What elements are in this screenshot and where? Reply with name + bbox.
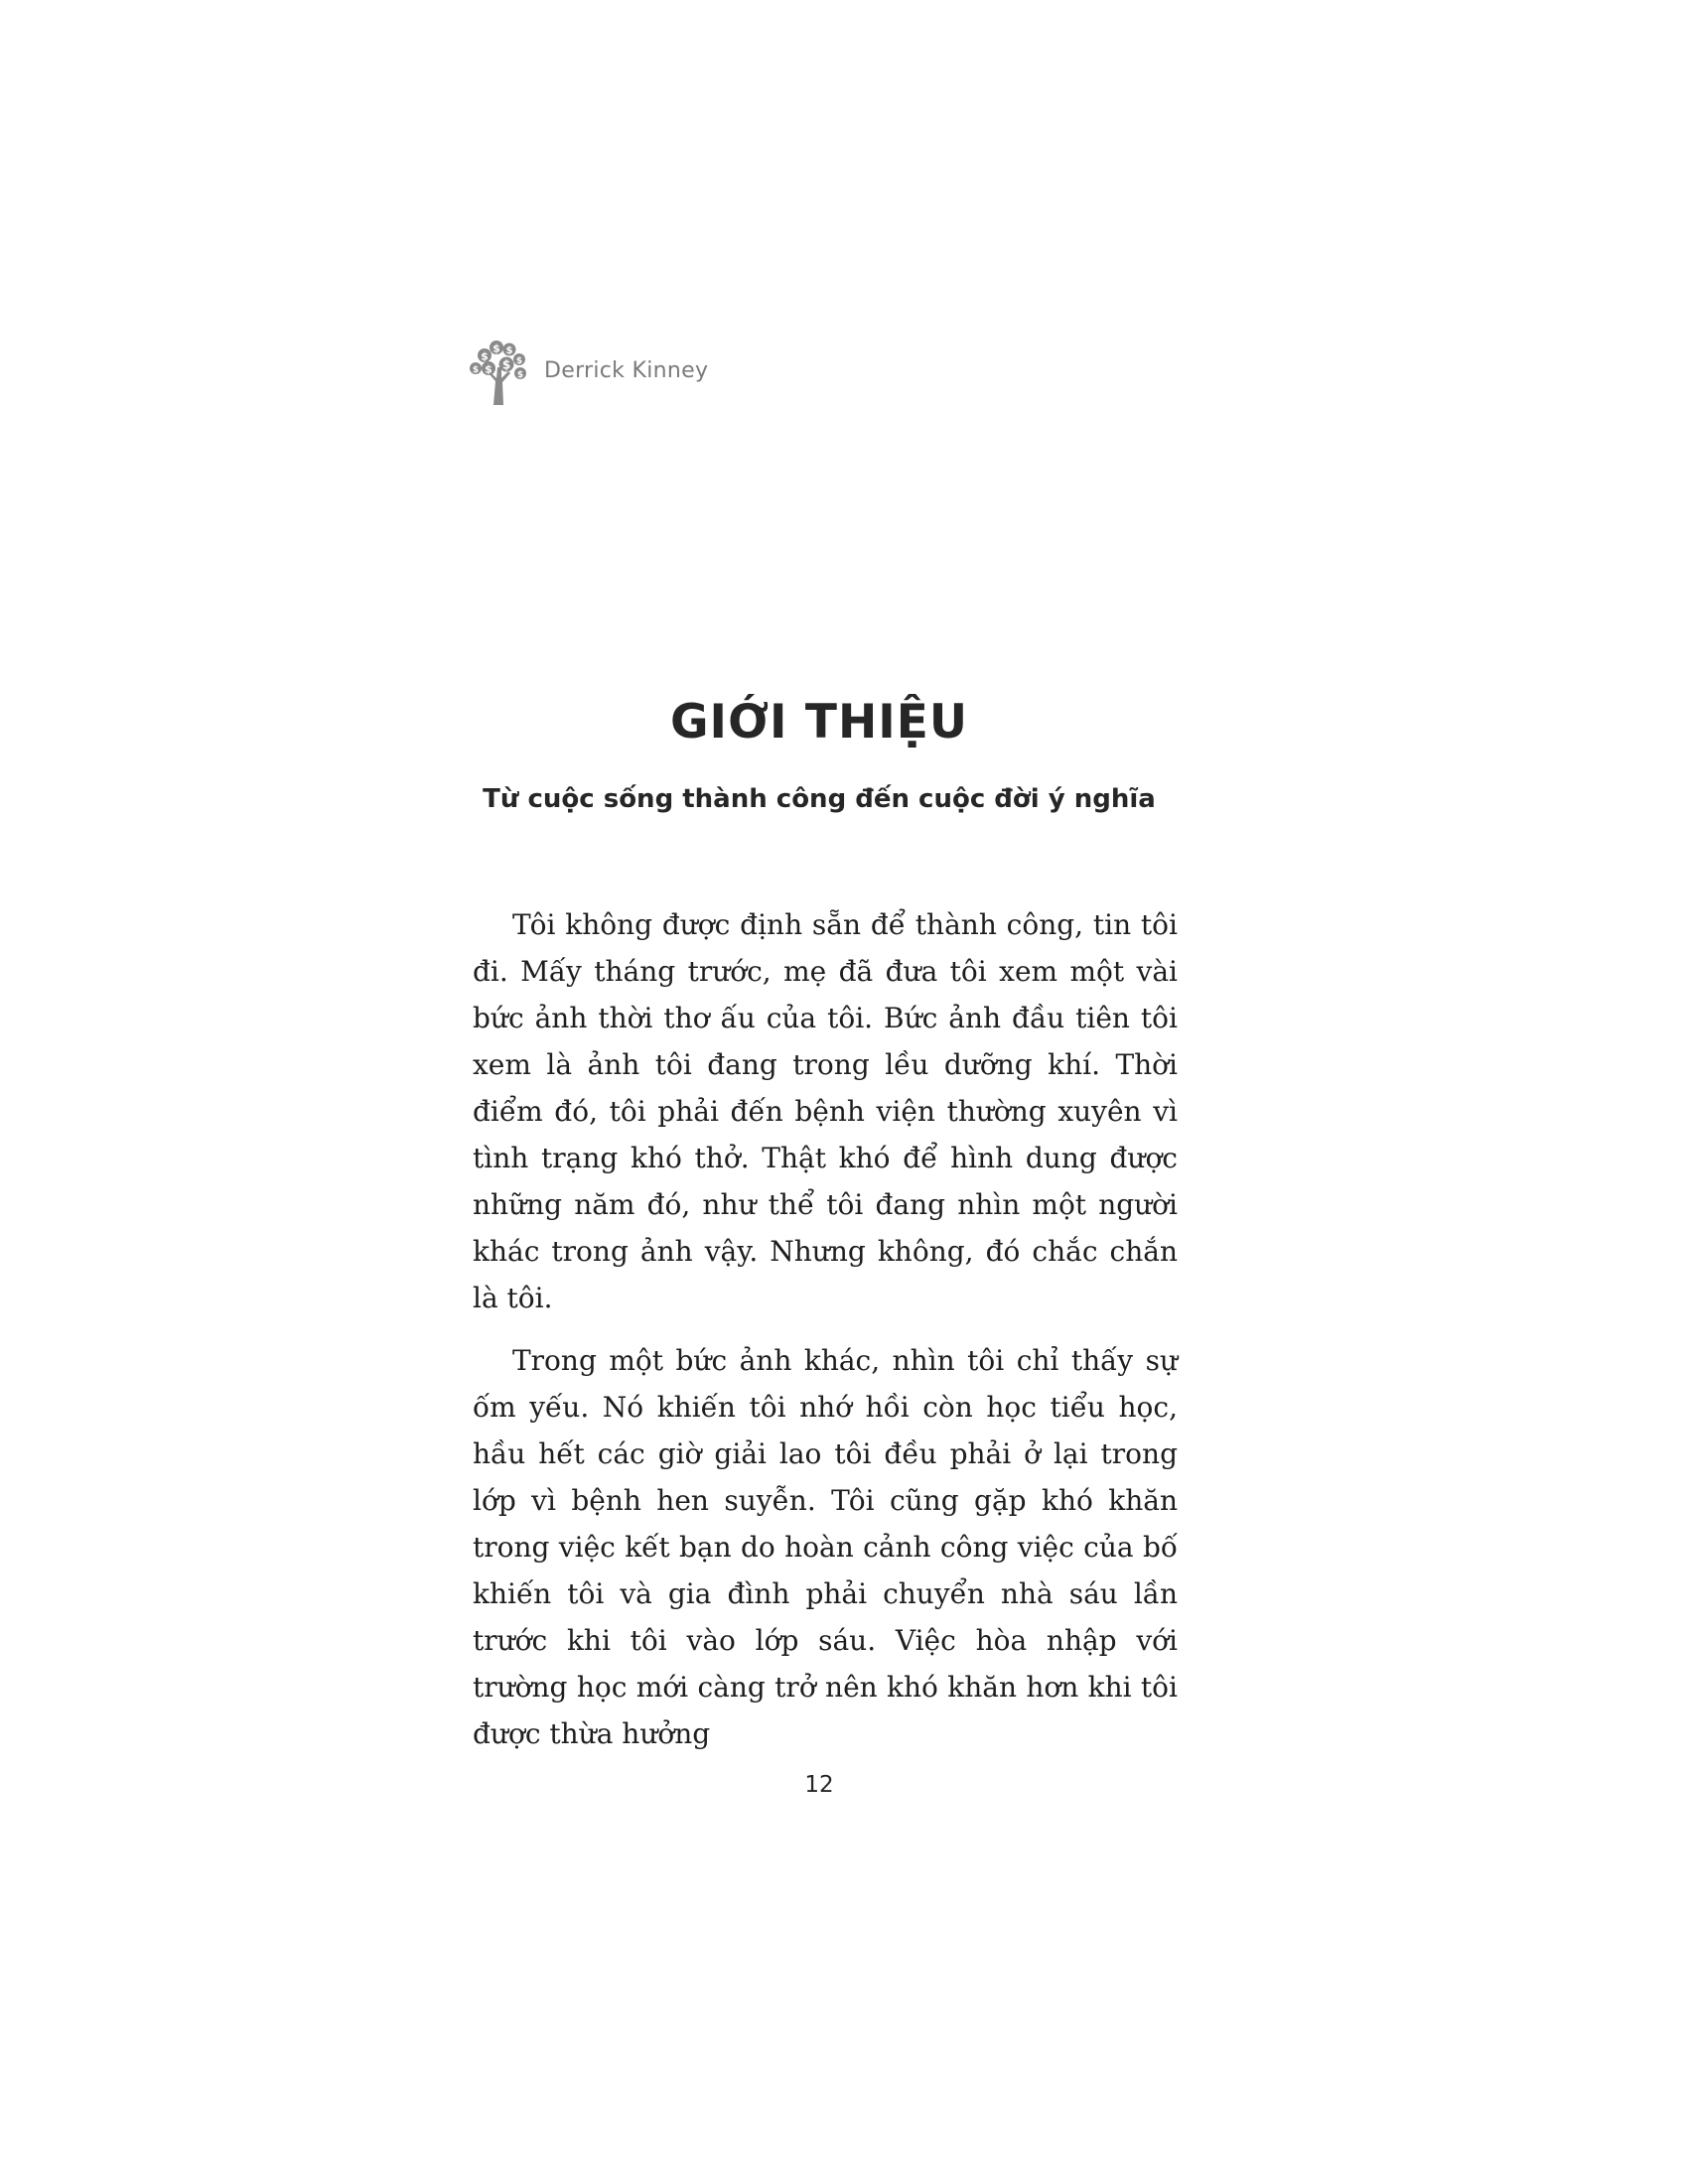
svg-text:$: $ [505,345,513,356]
running-header [467,336,708,405]
svg-text:$: $ [516,370,524,380]
page-number: 12 [804,1772,834,1798]
author-name: Derrick Kinney [544,357,709,383]
chapter-title: GIỚI THIỆU [669,695,969,750]
svg-text:$: $ [515,356,523,366]
svg-text:$: $ [472,365,480,375]
svg-text:$: $ [501,357,511,372]
paragraph: Trong một bức ảnh khác, nhìn tôi chỉ thấy sự ốm yếu. Nó khiến tôi nhớ hồi còn học tiểu học, hầu hết các giờ giải lao tôi đều phải ở lại trong lớp vì bệnh hen suyễn. Tôi cũng gặp khó khăn trong việc kết bạn do hoàn cảnh công việc của bố khiến tôi và gia đình phải chuyển nhà sáu lần trước khi tôi vào lớp sáu. Việc hòa nhập với trường học mới càng trở nên khó khăn hơn khi tôi được thừa hưởng [473,1344,1178,1750]
svg-text:$: $ [492,341,500,355]
paragraph: Tôi không được định sẵn để thành công, tin tôi đi. Mấy tháng trước, mẹ đã đưa tôi xem một vài bức ảnh thời thơ ấu của tôi. Bức ảnh đầu tiên tôi xem là ảnh tôi đang trong lều dưỡng khí. Thời điểm đó, tôi phải đến bệnh viện thường xuyên vì tình trạng khó thở. Thật khó để hình dung được những năm đó, như thể tôi đang nhìn một người khác trong ảnh vậy. Nhưng không, đó chắc chắn là tôi. [473,908,1178,1314]
svg-text:$: $ [481,349,489,363]
body-text [473,901,1178,1773]
money-tree-icon [467,336,532,405]
chapter-subtitle: Từ cuộc sống thành công đến cuộc đời ý nghĩa [483,784,1156,814]
svg-text:$: $ [485,362,492,376]
